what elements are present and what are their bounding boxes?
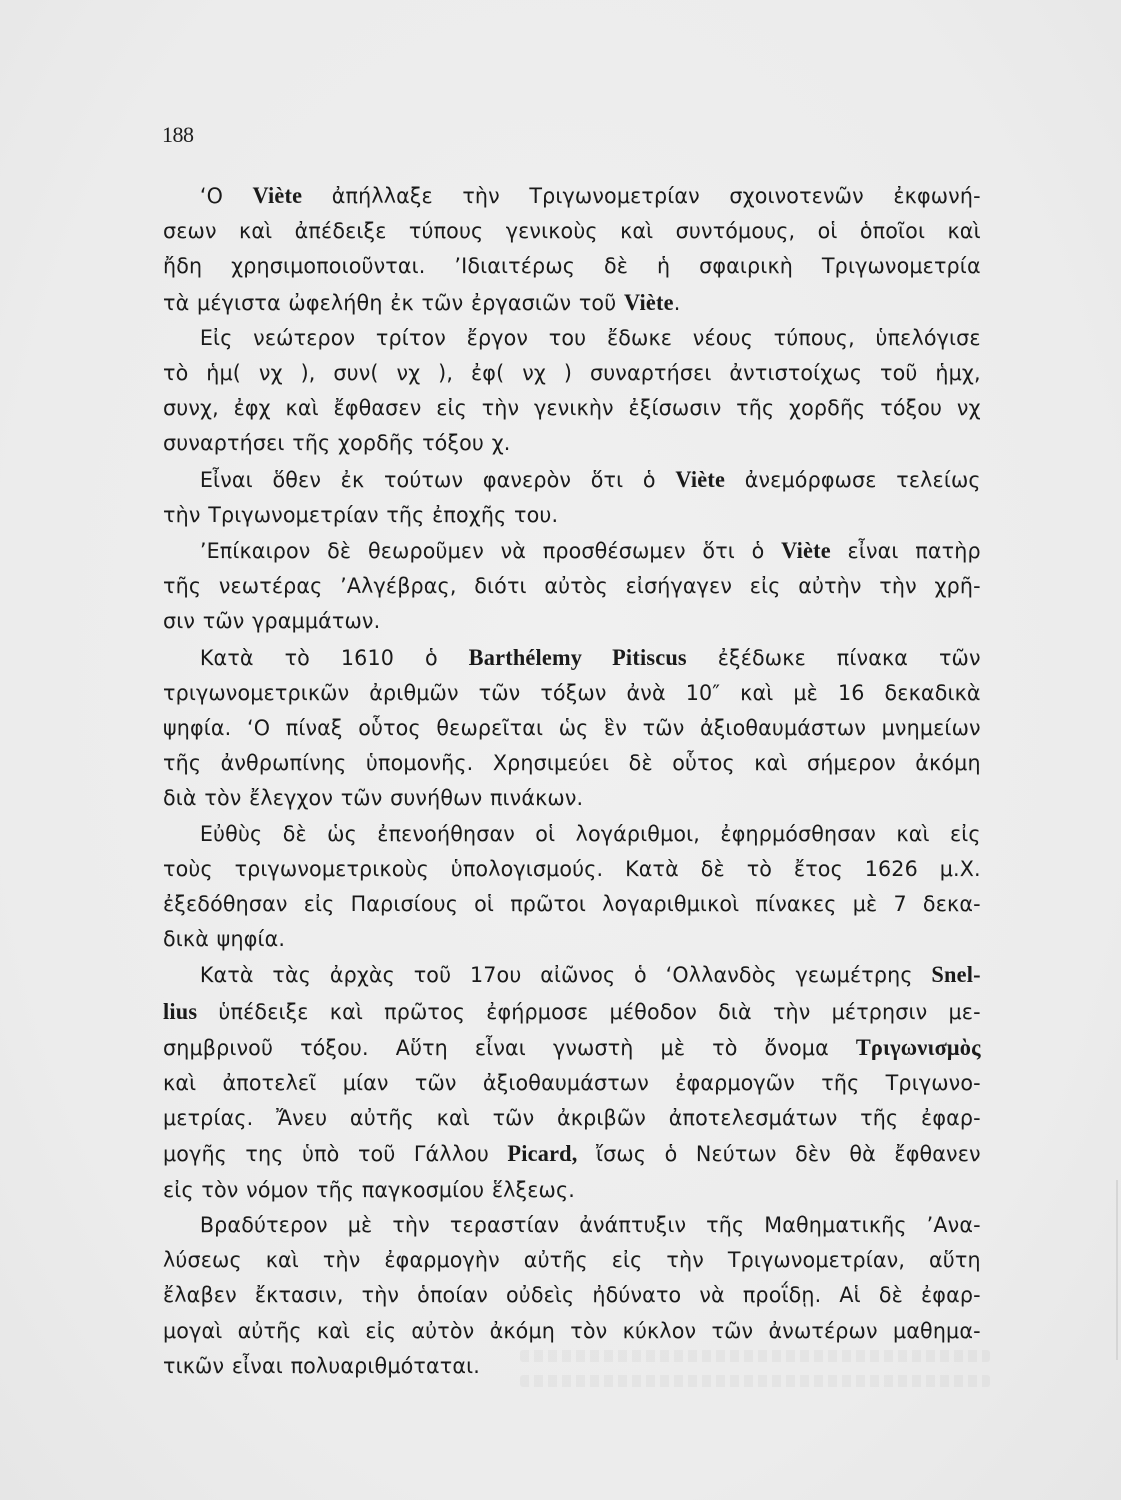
paragraph — [163, 178, 981, 321]
text-run: Εἰς νεώτερον τρίτον ἔργον του ἔδωκε νέους τύπους, ὑπελόγισε — [199, 325, 981, 351]
text-line — [163, 1030, 981, 1066]
emphasized-name: Snel- — [931, 962, 981, 988]
text-run: . — [673, 290, 681, 316]
text-run: εἰς τὸν νόμον τῆς παγκοσμίου ἕλξεως. — [163, 1177, 575, 1203]
text-line — [163, 285, 981, 321]
text-line — [163, 1173, 981, 1208]
text-run: ἔλαβεν ἔκτασιν, τὴν ὁποίαν οὐδεὶς ἠδύνατο νὰ προΐδῃ. Αἱ δὲ ἐφαρ- — [163, 1283, 981, 1309]
text-line — [163, 676, 981, 711]
body-text — [163, 178, 981, 1384]
paragraph — [163, 533, 981, 640]
emphasized-name: Picard, — [507, 1141, 578, 1167]
text-run: τοὺς τριγωνομετρικοὺς ὑπολογισμούς. Κατὰ δὲ τὸ ἔτος 1626 μ.Χ. — [163, 856, 981, 882]
text-line — [163, 1101, 981, 1136]
text-line — [163, 1208, 981, 1243]
text-run: ὑπέδειξε καὶ πρῶτος ἐφήρμοσε μέθοδον διὰ τὴν μέτρησιν με- — [197, 999, 981, 1025]
text-run: Κατὰ τὰς ἀρχὰς τοῦ 17ου αἰῶνος ὁ ‘Ολλανδὸς γεωμέτρης — [199, 963, 932, 989]
text-line — [163, 214, 981, 249]
text-run: ψηφία. ‘Ο πίναξ οὗτος θεωρεῖται ὡς ἓν τῶν ἀξιοθαυμάστων μνημείων — [163, 716, 981, 742]
text-line — [163, 887, 981, 922]
text-run: ἀνεμόρφωσε τελείως — [725, 467, 981, 493]
text-line — [163, 321, 981, 356]
text-run: Εὐθὺς δὲ ὡς ἐπενοήθησαν οἱ λογάριθμοι, ἐφηρμόσθησαν καὶ εἰς — [199, 821, 981, 847]
text-run: τικῶν εἶναι πολυαριθμόταται. — [163, 1353, 480, 1379]
text-line — [163, 957, 981, 993]
text-line — [163, 1243, 981, 1278]
text-line — [163, 533, 981, 569]
page-number: 188 — [162, 122, 194, 147]
text-run: σημβρινοῦ τόξου. Αὕτη εἶναι γνωστὴ μὲ τὸ ὄνομα — [163, 1035, 856, 1061]
text-run: τὰ μέγιστα ὠφελήθη ἐκ τῶν ἐργασιῶν τοῦ — [163, 290, 624, 316]
text-line — [163, 1136, 981, 1172]
text-line — [163, 781, 981, 816]
text-run: ἀπήλλαξε τὴν Τριγωνομετρίαν σχοινοτενῶν ἐκφωνή- — [302, 184, 981, 209]
text-line — [163, 852, 981, 887]
text-run: λύσεως καὶ τὴν ἐφαρμογὴν αὐτῆς εἰς τὴν Τριγωνομετρίαν, αὕτη — [163, 1248, 981, 1274]
text-line — [163, 640, 981, 676]
text-run: διὰ τὸν ἔλεγχον τῶν συνήθων πινάκων. — [163, 786, 584, 812]
text-run: τῆς νεωτέρας ’Αλγέβρας, διότι αὐτὸς εἰσήγαγεν εἰς αὐτὴν τὴν χρῆ- — [163, 574, 981, 600]
text-line — [163, 1349, 981, 1384]
text-run: τὸ ἡμ( νχ ), συν( νχ ), ἐφ( νχ ) συναρτήσει ἀντιστοίχως τοῦ ἡμχ, — [163, 361, 981, 387]
text-run: ἐξέδωκε πίνακα τῶν — [686, 645, 981, 671]
paragraph — [163, 957, 981, 1207]
text-run: μογῆς της ὑπὸ τοῦ Γάλλου — [163, 1142, 508, 1168]
text-run: συναρτήσει τῆς χορδῆς τόξου χ. — [163, 431, 511, 457]
paragraph — [163, 640, 981, 817]
emphasized-name: Viète — [252, 183, 303, 208]
paragraph — [163, 1208, 981, 1384]
text-run: εἶναι πατὴρ — [830, 539, 981, 565]
emphasized-name: lius — [163, 998, 198, 1024]
text-line — [163, 498, 981, 533]
text-line — [163, 817, 981, 852]
text-run: Εἶναι ὅθεν ἐκ τούτων φανερὸν ὅτι ὁ — [199, 467, 676, 493]
text-run: μετρίας. Ἄνευ αὐτῆς καὶ τῶν ἀκριβῶν ἀποτελεσμάτων τῆς ἐφαρ- — [163, 1106, 981, 1132]
text-line — [163, 604, 981, 639]
text-line — [163, 462, 981, 498]
text-line — [163, 922, 981, 957]
paragraph — [163, 462, 981, 533]
emphasized-name: Viète — [623, 289, 674, 315]
text-run: ’Επίκαιρον δὲ θεωροῦμεν νὰ προσθέσωμεν ὅτι ὁ — [199, 539, 782, 565]
text-run: τὴν Τριγωνομετρίαν τῆς ἐποχῆς του. — [163, 502, 559, 528]
emphasized-name: Viète — [781, 538, 831, 564]
text-line — [163, 1278, 981, 1313]
text-line — [163, 994, 981, 1030]
text-run: καὶ ἀποτελεῖ μίαν τῶν ἀξιοθαυμάστων ἐφαρμογῶν τῆς Τριγωνο- — [163, 1071, 981, 1097]
text-run: μογαὶ αὐτῆς καὶ εἰς αὐτὸν ἀκόμη τὸν κύκλον τῶν ἀνωτέρων μαθημα- — [163, 1318, 981, 1344]
text-run: Βραδύτερον μὲ τὴν τεραστίαν ἀνάπτυξιν τῆς Μαθηματικῆς ’Ανα- — [199, 1212, 981, 1238]
text-run: δικὰ ψηφία. — [163, 927, 286, 953]
paragraph — [163, 321, 981, 462]
text-run: τῆς ἀνθρωπίνης ὑπομονῆς. Χρησιμεύει δὲ οὗτος καὶ σήμερον ἀκόμη — [163, 751, 981, 777]
text-run: ἐξεδόθησαν εἰς Παρισίους οἱ πρῶτοι λογαριθμικοὶ πίνακες μὲ 7 δεκα- — [163, 892, 981, 918]
text-run: σιν τῶν γραμμάτων. — [163, 609, 381, 635]
text-run: συνχ, ἐφχ καὶ ἔφθασεν εἰς τὴν γενικὴν ἐξίσωσιν τῆς χορδῆς τόξου νχ — [163, 396, 981, 422]
page-edge-shadow — [1116, 1180, 1118, 1360]
text-line — [163, 249, 981, 284]
text-line — [163, 178, 981, 214]
emphasized-name: Viète — [675, 466, 726, 492]
text-line — [163, 1314, 981, 1349]
text-line — [163, 356, 981, 391]
text-run: Κατὰ τὸ 1610 ὁ — [199, 645, 469, 671]
text-run: σεων καὶ ἀπέδειξε τύπους γενικοὺς καὶ συντόμους, οἱ ὁποῖοι καὶ — [163, 219, 981, 245]
text-line — [163, 569, 981, 604]
paragraph — [163, 817, 981, 958]
text-line — [163, 1066, 981, 1101]
emphasized-name: Τριγωνισμὸς — [855, 1034, 981, 1060]
text-run: ‘Ο — [199, 184, 253, 209]
text-line — [163, 746, 981, 781]
text-run: ἤδη χρησιμοποιοῦνται. ’Ιδιαιτέρως δὲ ἡ σφαιρικὴ Τριγωνομετρία — [163, 254, 981, 280]
text-line — [163, 426, 981, 461]
text-run: τριγωνομετρικῶν ἀριθμῶν τῶν τόξων ἀνὰ 10″ καὶ μὲ 16 δεκαδικὰ — [163, 680, 981, 706]
text-line — [163, 391, 981, 426]
emphasized-name: Barthélemy Pitiscus — [468, 644, 687, 670]
text-run: ἴσως ὁ Νεύτων δὲν θὰ ἔφθανεν — [577, 1142, 981, 1168]
text-line — [163, 711, 981, 746]
